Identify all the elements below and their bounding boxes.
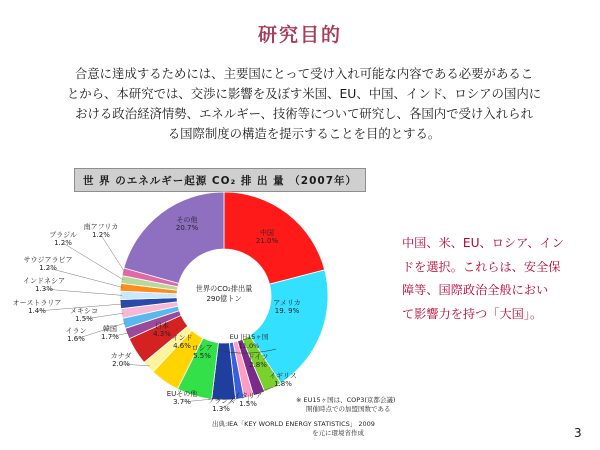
slice-value-7: 3.7% [173,398,191,406]
slice-value-12: 1.7% [101,333,119,341]
slice-value-11: 4.3% [153,330,171,338]
slice-label-4: イギリス [269,372,297,380]
slice-label-5: イタリア [234,392,262,400]
slice-value-5: 1.5% [239,400,257,408]
slice-value-14: 1.5% [75,315,93,323]
source-line: 出典:IEA「KEY WORLD ENERGY STATISTICS」 2009 [212,420,375,428]
slice-value-3: 2.8% [249,361,267,369]
slice-value-9: 4.6% [173,342,191,350]
slice-value-10: 2.0% [112,360,130,368]
eu-bracket-value: 11.0% [238,342,260,350]
intro-line: 合意に達成するためには、主要国にとって受け入れ可能な内容である必要があるこ [74,66,534,81]
center-label-line-2: 290億トン [206,294,242,303]
slice-label-2: アメリカ [273,299,301,307]
slice-value-15: 1.4% [28,307,46,315]
source-note [212,420,375,438]
slice-label-12: 韓国 [103,325,117,333]
slice-label-7: EUその他 [166,390,198,398]
slice-value-8: 5.5% [193,352,211,360]
leader-line-19 [101,235,125,272]
slice-label-20: その他 [176,216,198,224]
footnote-line: ※ EU15ヶ国は、COP3(京都会議) [296,396,396,404]
center-label-line-1: 世界のCO₂排出量 [195,284,253,293]
footnote-line: 開催時点での加盟国数である [306,405,391,413]
slice-value-1: 21.0% [255,237,279,245]
slice-label-18: ブラジル [49,231,77,239]
slice-label-14: メキシコ [70,307,98,315]
slice-value-17: 1.2% [39,264,57,272]
eu-footnote [296,396,395,414]
slice-label-6: フランス [207,397,235,405]
slice-value-20: 20.7% [175,224,199,232]
intro-line: る国際制度の構造を提示することを目的とする。 [167,126,441,141]
side-note-line: 中国、米、EU、ロシア、イン [402,236,564,250]
side-note-line: て影響力を持つ「大国」。 [402,306,543,321]
page-number: 3 [574,426,582,440]
slice-value-18: 1.2% [54,239,72,247]
slice-label-13: イラン [65,327,87,335]
slice-value-6: 1.3% [212,405,230,413]
slice-value-2: 19. 9% [274,307,300,315]
page-title: 研究目的 [257,24,342,46]
side-note [402,232,592,326]
slice-value-19: 1.2% [92,231,110,239]
leader-line-16 [44,289,122,295]
intro-line: おける政治経済情勢、エネルギー、技術等について研究し、各国内で受け入れられ [75,106,533,121]
slice-value-4: 1.8% [274,380,292,388]
slice-label-11: 日本 [155,322,169,330]
slice-label-9: インド [171,334,193,342]
slice-value-16: 1.3% [35,285,53,293]
eu-bracket-label: EU 旧15ヶ国 [229,333,269,341]
slice-label-3: ドイツ [247,353,269,361]
side-note-line: 障等、国際政治全般におい [402,283,549,297]
slice-label-17: サウジアラビア [23,256,73,264]
slice-label-10: カナダ [110,352,132,360]
slice-label-15: オーストラリア [12,299,62,307]
slice-label-1: 中国 [260,229,274,237]
slice-label-19: 南アフリカ [83,223,119,231]
chart-title: 世 界 のエネルギー起源 CO₂ 排 出 量 （2007年） [74,168,366,192]
side-note-line: ドを選択。これらは、安全保 [402,259,561,274]
source-line: を元に環境省作成 [312,429,364,437]
slice-label-8: ロシア [191,344,213,352]
slice-label-16: インドネシア [23,277,65,285]
intro-line: とから、本研究では、交渉に影響を及ぼす米国、EU、中国、インド、ロシアの国内に [66,86,542,101]
slice-value-13: 1.6% [67,335,85,343]
slice-20 [124,192,224,283]
